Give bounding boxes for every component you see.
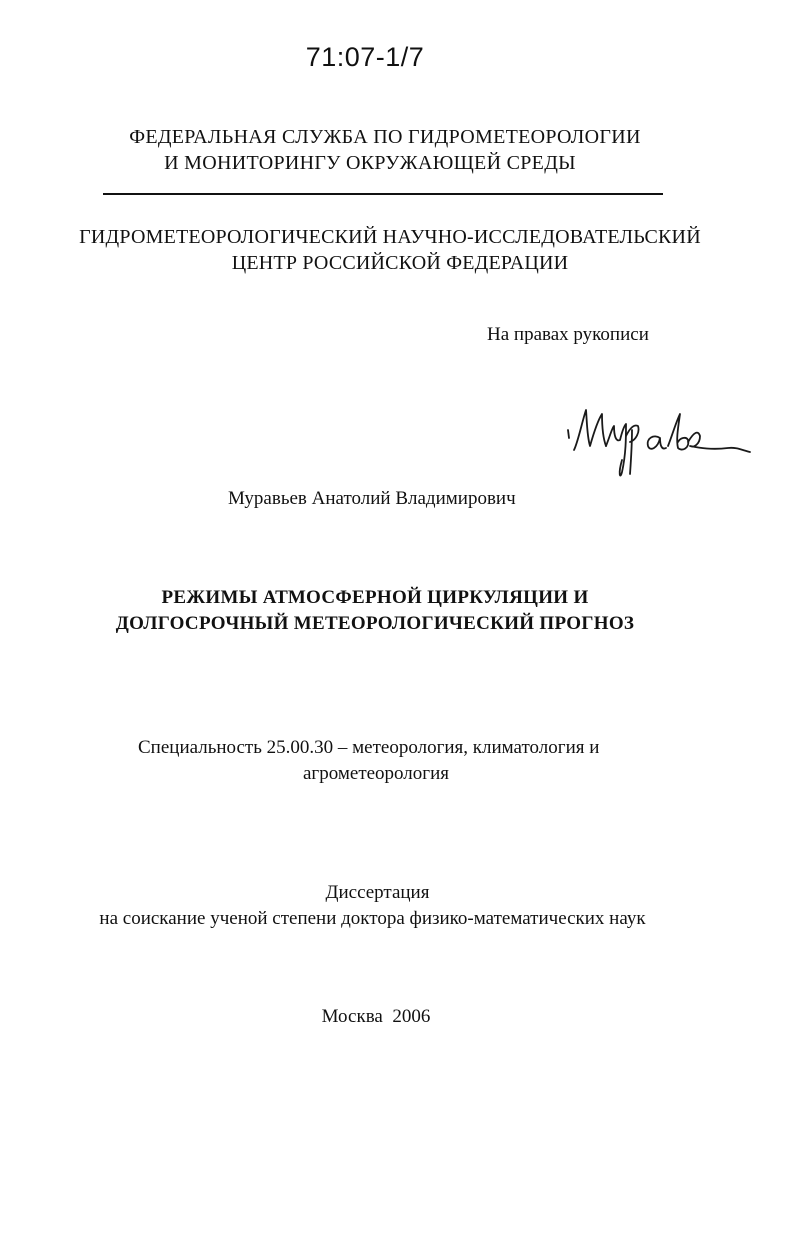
center-line-1: ГИДРОМЕТЕОРОЛОГИЧЕСКИЙ НАУЧНО-ИССЛЕДОВАТЕЛЬСКИЙ	[79, 226, 701, 248]
specialty-line-1: Специальность 25.00.30 – метеорология, климатология и	[138, 737, 600, 758]
divider-line	[103, 193, 663, 195]
manuscript-note: На правах рукописи	[487, 324, 649, 345]
handwritten-signature	[560, 392, 760, 482]
document-code-text: 71:07-1/7	[305, 42, 425, 72]
title-line-2: ДОЛГОСРОЧНЫЙ МЕТЕОРОЛОГИЧЕСКИЙ ПРОГНОЗ	[115, 613, 635, 634]
place-year: Москва 2006	[321, 1006, 431, 1027]
dissertation-label: Диссертация	[325, 882, 430, 903]
center-line-2: ЦЕНТР РОССИЙСКОЙ ФЕДЕРАЦИИ	[231, 252, 569, 274]
author-name: Муравьев Анатолий Владимирович	[228, 488, 516, 509]
dissertation-degree: на соискание ученой степени доктора физико-математических наук	[99, 908, 646, 929]
agency-line-2: И МОНИТОРИНГУ ОКРУЖАЮЩЕЙ СРЕДЫ	[164, 152, 576, 174]
agency-line-1: ФЕДЕРАЛЬНАЯ СЛУЖБА ПО ГИДРОМЕТЕОРОЛОГИИ	[129, 126, 641, 148]
document-code	[0, 42, 730, 73]
specialty-line-2: агрометеорология	[303, 763, 449, 784]
title-line-1: РЕЖИМЫ АТМОСФЕРНОЙ ЦИРКУЛЯЦИИ И	[161, 587, 589, 608]
